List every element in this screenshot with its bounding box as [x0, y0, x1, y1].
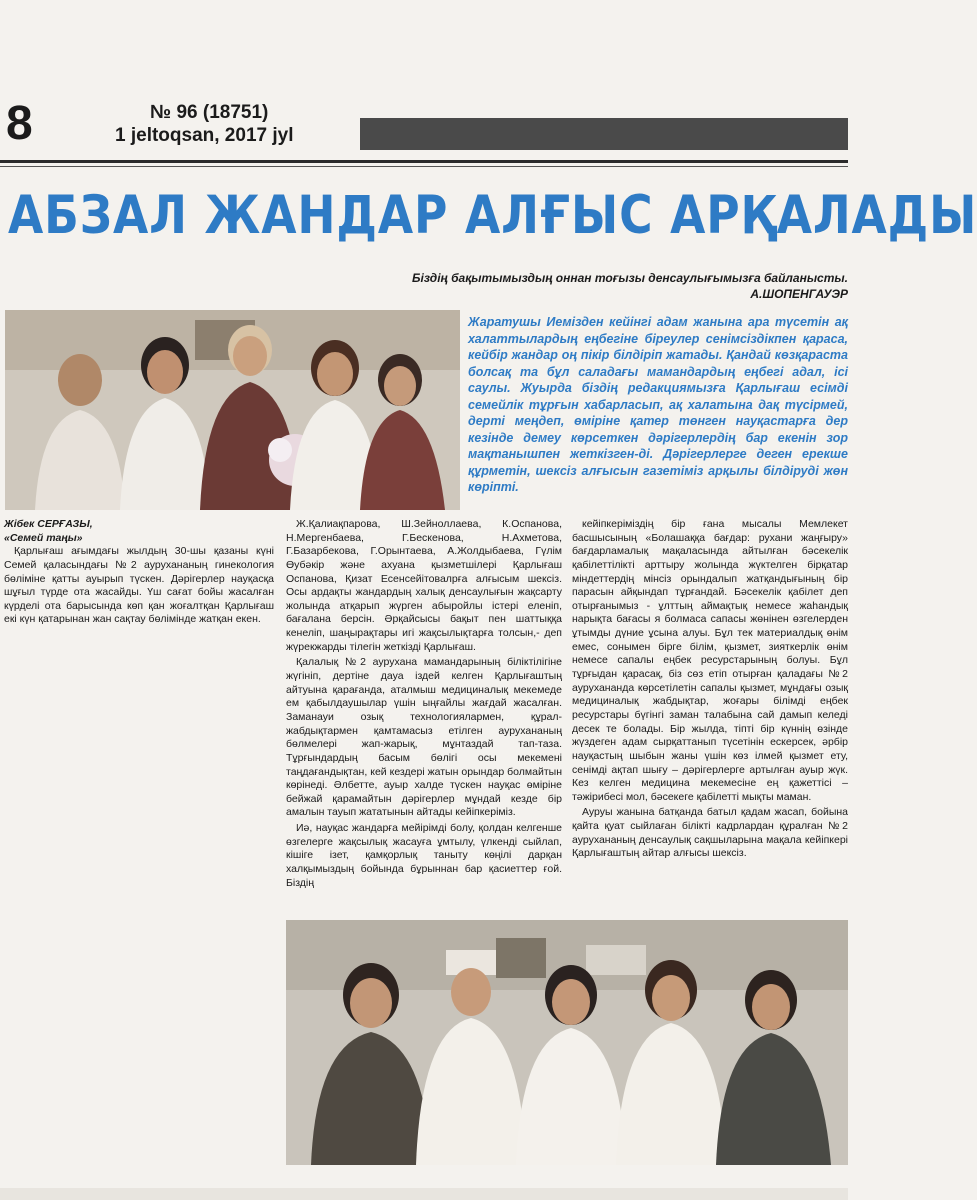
page-bottom-edge: [0, 1188, 848, 1200]
paragraph: Қалалық №2 аурухана мамандарының біліктілігіне жүгініп, дертіне дауа іздей келген Қарлығаштың айтуына қарағанда, аталмыш медициналық мекемеде ем қабылдаушылар үшін ыңғайлы жағдай жасалған. Заманауи озық технологиялармен, құрал-жабдықтармен қамтамасыз етілген аурухананың бөлмелері жап-жарық, мұнтаздай тап-таза. Тұрғындардың басым бөлігі осы мекемені таңдағандықтан, кей кездері жатын орындар болмайтын көрінеді. Әлбетте, ауыр халде түскен науқас өміріне бейжай қарамайтын дәрігерлер мұндай кезде бір амалын тауып жататынын айтады кейіпкеріміз.: [286, 656, 562, 819]
article-column-3: [572, 518, 848, 863]
header-rule: [0, 160, 848, 163]
author-name: Жібек СЕРҒАЗЫ,: [4, 518, 93, 530]
issue-number: № 96 (18751): [150, 102, 269, 123]
author-paper: «Семей таңы»: [4, 531, 83, 544]
paragraph: Ауруы жанына батқанда батыл қадам жасап, бойына қайта қуат сыйлаған білікті кадрлардан құралған №2 аурухананың денсаулық сақшыларына мақала кейіпкері Қарлығаштың айтар алғысы шексіз.: [572, 806, 848, 860]
epigraph: [330, 270, 848, 302]
epigraph-author: А.ШОПЕНГАУЭР: [750, 287, 848, 302]
article-intro: Жаратушы Иемізден кейінгі адам жанына ара түсетін ақ халаттылардың еңбегіне біреулер сенімсіздікпен қараса, кейбір жандар оң пікір білдіріп жатады. Қандай көзқараста болсақ та бұл саладағы мамандардың еңбегі адал, ісі саулы. Жуырда біздің редакциямызға Қарлығаш есімді семейлік тұрғын хабарласып, ақ халатына дақ түсірмей, дерті меңдеп, өміріне қатер төнген науқастарға дер кезінде демеу көрсеткен дәрігерлердің бар екенін зор мақтанышпен жеткізген-ді. Дәрігерлерге деген ерекше құрметін, шексіз алғысын газетіміз арқылы білдіруді жөн көріпті.: [468, 315, 848, 494]
paragraph: Ж.Қалиақпарова, Ш.Зейноллаева, К.Оспанова, Н.Мергенбаева, Г.Бескенова, Н.Ахметова, Г.Базарбекова, Г.Орынтаева, А.Жолдыбаева, Гүлім Өубәкір және ахуана қызметшілері Қарлығаш Оспанова, Қизат Есенсейітовалрға алғысым шексіз. Осы ардақты жандардың халық денсаулығын жақсарту жолында атқарып жүрген абыройлы істері еленіп, бағалана берсін. Әрқайсысы бақыт пен шаттыққа кенеліп, шаңырақтары игі жақсылықтарға толсын,- деп жүрекжарды тілегін жеткізді Қарлығаш.: [286, 518, 562, 653]
issue-date: 1 jeltoqsan, 2017 jyl: [115, 125, 294, 146]
header-bar: [360, 118, 848, 150]
paragraph: кейіпкеріміздің бір ғана мысалы Мемлекет басшысының «Болашаққа бағдар: рухани жаңғыру» бағдарламалық мақаласында айтылған бәсекелік қабілеттілікті арттыру жолында жүктелген бірқатар міндеттердің мінсіз орындалып жатқандығының бір парасын айқындап тұрғандай. Бәсекелік қабілет деп отырғанымыз - ұлттың аймақтық немесе жаһандық нарықта бағасы я болмаса сапасы жөнінен өзгелерден ұтымды дүние ұсына алуы. Бұл тек материалдық өнім емес, сонымен бірге білім, қызмет, зияткерлік өнім немесе сапалы еңбек ресурстарының болуы. Бұл тұрғыдан қарасақ, біз сөз етіп отырған қаладағы №2 аурухананда көрсетілетін сапалы қызмет, мұндағы озық медициналық жабдықтар, жоғары білімді еңбек ресурстары бүгінгі заман талабына сай дамып келеді десек те болады. Бір жылда, тіпті бір күннің өзінде жүздеген адам сырқаттанып түсетінін ескерсек, әрбір науқастың шыбын жаны үшін көз ілмей қызмет ету, сенімді ақтап шығу – дәрігерлерге артылған ауыр жүк. Кез келген медицина мекемесіне ең қажеттісі – тәжірибесі мол, бәсекеге қабілетті мықты маман.: [572, 518, 848, 803]
photo-medical-staff: [286, 920, 848, 1165]
article-column-2: [286, 518, 562, 892]
epigraph-quote: Біздің бақытымыздың оннан тоғызы денсаулығымызға байланысты.: [411, 271, 848, 285]
header-rule-thin: [0, 166, 848, 167]
photo-women-with-flowers: [5, 310, 460, 510]
headline: АБЗАЛ ЖАНДАР АЛҒЫС АРҚАЛАДЫ: [8, 185, 977, 246]
paragraph: Иә, науқас жандарға мейірімді болу, қолдан келгенше өзгелерге жақсылық жасауға ұмтылу, үлкенді сыйлап, кішіге ізет, қамқорлық таныту көңілі дарқан халқымыздың бойында бұрыннан бар қасиеттер ғой. Біздің: [286, 822, 562, 889]
page-number: 8: [6, 97, 33, 150]
article-column-1: [4, 518, 274, 629]
paragraph: Қарлығаш ағымдағы жылдың 30-шы қазаны күні Семей қаласындағы №2 аурухананың гинекология бөлiміне қатты ауырып түскен. Дәрігерлер науқасқа шұғыл түрде ота жасайды. Үш сағат бойы жасалған күрделі ота барысында көп қан жоғалтқан Қарлығаш екі күн қатарынан жан сақтау бөлімінде жатқан екен.: [4, 545, 274, 626]
